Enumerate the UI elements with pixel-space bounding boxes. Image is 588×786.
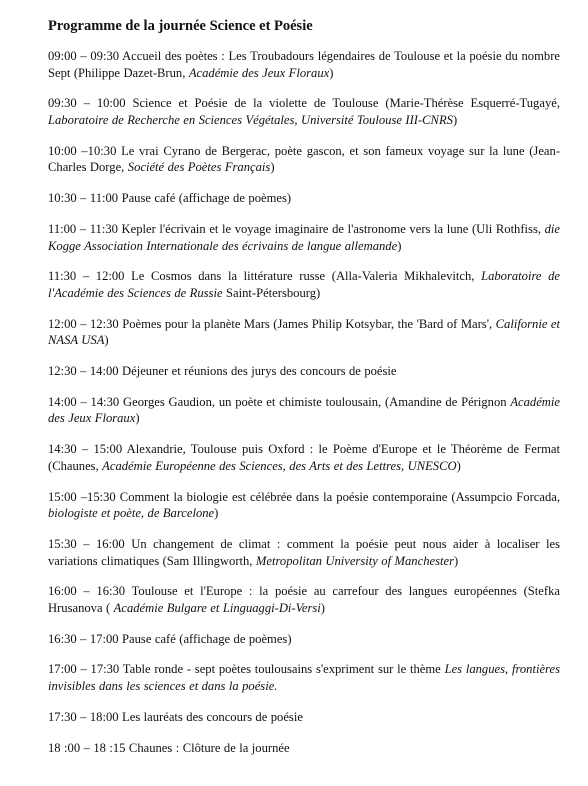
entry-affiliation: Californie et NASA USA — [48, 316, 561, 348]
entry-description: Pause café (affichage de poèmes) — [122, 631, 292, 646]
programme-list — [48, 48, 560, 756]
entry-affiliation: Metropolitan University of Manchester — [255, 553, 454, 568]
programme-entry — [48, 394, 560, 427]
programme-entry — [48, 190, 560, 207]
entry-description: Le vrai Cyrano de Bergerac, poète gascon, et son fameux voyage sur la lune (Jean-Charles Dorge, — [48, 143, 561, 175]
entry-suffix: ) — [214, 506, 219, 521]
entry-affiliation: die Kogge Association Internationale des écrivains de langue allemande — [48, 221, 561, 253]
entry-suffix: ) — [270, 160, 275, 175]
programme-entry — [48, 583, 560, 616]
entry-time: 11:30 – 12:00 — [48, 269, 125, 284]
entry-description: Alexandrie, Toulouse puis Oxford : le Poème d'Europe et le Théorème de Fermat (Chaunes, — [48, 442, 560, 473]
entry-description: Toulouse et l'Europe : la poésie au carrefour des langues européennes (Stefka Hrusanova ( — [48, 584, 560, 615]
entry-time: 10:30 – 11:00 — [48, 191, 119, 206]
page-title: Programme de la journée Science et Poésie — [48, 18, 313, 34]
entry-description: Chaunes : Clôture de la journée — [128, 740, 290, 755]
entry-affiliation: Académie des Jeux Floraux — [188, 65, 330, 80]
entry-suffix: ) — [104, 333, 109, 348]
entry-affiliation: Les langues, frontières invisibles dans les sciences et dans la poésie. — [48, 662, 560, 694]
entry-suffix: ) — [456, 458, 461, 473]
entry-time: 14:00 – 14:30 — [48, 394, 120, 409]
entry-description: Science et Poésie de la violette de Toulouse (Marie-Thérèse Esquerré-Tugayé, — [132, 96, 560, 111]
programme-entry — [48, 316, 560, 349]
entry-description: Kepler l'écrivain et le voyage imaginaire de l'astronome vers la lune (Uli Rothfiss, — [121, 221, 542, 236]
entry-time: 14:30 – 15:00 — [48, 442, 123, 457]
entry-time: 15:30 – 16:00 — [48, 536, 125, 551]
entry-time: 16:00 – 16:30 — [48, 584, 126, 599]
entry-affiliation: Laboratoire de l'Académie des Sciences de Russie — [48, 269, 561, 300]
programme-entry — [48, 489, 560, 522]
entry-suffix: ) — [320, 600, 325, 615]
entry-description: Accueil des poètes : Les Troubadours légendaires de Toulouse et la poésie du nombre Sept (Philippe Dazet-Brun, — [48, 49, 560, 80]
entry-time: 15:00 –15:30 — [48, 489, 116, 504]
programme-entry — [48, 709, 560, 726]
entry-suffix: Saint-Pétersbourg) — [222, 285, 321, 300]
entry-affiliation: Académie des Jeux Floraux — [48, 394, 560, 426]
entry-description: Georges Gaudion, un poète et chimiste toulousain, (Amandine de Pérignon — [123, 394, 507, 409]
entry-description: Table ronde - sept poètes toulousains s'expriment sur le thème — [122, 662, 441, 677]
entry-description: Déjeuner et réunions des jurys des concours de poésie — [122, 364, 397, 379]
programme-entry — [48, 441, 560, 474]
entry-suffix: ) — [452, 112, 458, 127]
programme-entry — [48, 661, 560, 694]
entry-time: 10:00 –10:30 — [48, 143, 117, 158]
entry-affiliation: biologiste et poète, de Barcelone — [48, 506, 215, 521]
entry-description: Poèmes pour la planète Mars (James Philip Kotsybar, the 'Bard of Mars', — [122, 316, 493, 331]
entry-suffix: ) — [135, 411, 140, 426]
programme-entry — [48, 268, 560, 301]
entry-affiliation: Académie Européenne des Sciences, des Arts et des Lettres, UNESCO — [102, 458, 457, 473]
programme-entry — [48, 631, 560, 648]
entry-time: 18 :00 – 18 :15 — [48, 740, 126, 755]
entry-time: 17:30 – 18:00 — [48, 709, 119, 724]
entry-suffix: ) — [453, 553, 459, 568]
entry-time: 12:00 – 12:30 — [48, 316, 119, 331]
entry-description: Comment la biologie est célébrée dans la poésie contemporaine (Assumpcio Forcada, — [119, 489, 561, 504]
entry-description: Le Cosmos dans la littérature russe (Alla-Valeria Mikhalevitch, — [131, 269, 475, 284]
entry-affiliation: Laboratoire de Recherche en Sciences Végétales, Université Toulouse III-CNRS — [48, 112, 453, 127]
programme-entry — [48, 740, 560, 757]
entry-description: Un changement de climat : comment la poésie peut nous aider à localiser les variations climatiques (Sam Illingworth, — [48, 536, 560, 568]
programme-entry — [48, 95, 560, 128]
entry-suffix: ) — [329, 65, 334, 80]
entry-suffix: ) — [397, 238, 402, 253]
entry-time: 09:00 – 09:30 — [48, 49, 120, 63]
entry-time: 12:30 – 14:00 — [48, 364, 119, 379]
entry-description: Les lauréats des concours de poésie — [122, 709, 303, 724]
entry-time: 11:00 – 11:30 — [48, 221, 118, 236]
entry-affiliation: Académie Bulgare et Linguaggi-Di-Versi — [113, 600, 321, 615]
entry-description: Pause café (affichage de poèmes) — [121, 191, 292, 206]
programme-entry — [48, 48, 560, 81]
programme-entry — [48, 221, 560, 254]
entry-time: 16:30 – 17:00 — [48, 631, 119, 646]
programme-entry — [48, 363, 560, 380]
entry-affiliation: Société des Poètes Français — [127, 160, 271, 175]
entry-time: 17:00 – 17:30 — [48, 662, 120, 677]
programme-entry — [48, 536, 560, 569]
programme-entry — [48, 143, 560, 176]
entry-time: 09:30 – 10:00 — [48, 96, 126, 111]
